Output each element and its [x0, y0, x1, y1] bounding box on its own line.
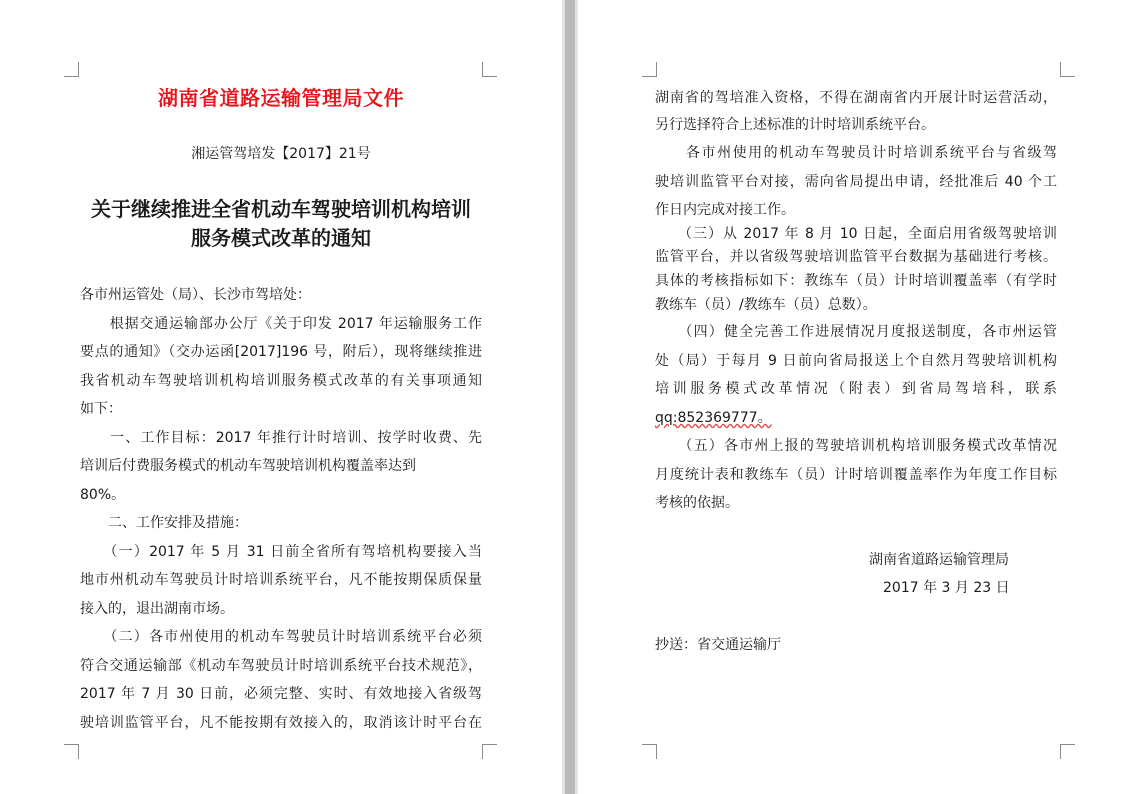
notice-title-line-2: 服务模式改革的通知 — [191, 226, 371, 250]
body-line: 各市州使用的机动车驾驶员计时培训系统平台与省级驾 — [655, 145, 1057, 161]
body-line: （五）各市州上报的驾驶培训机构培训服务模式改革情况 — [655, 438, 1057, 454]
body-line: 另行选择符合上述标准的计时培训系统平台。 — [655, 117, 935, 133]
document-number: 湘运管驾培发【2017】21号 — [191, 146, 371, 162]
body-line: （四）健全完善工作进展情况月度报送制度，各市州运管 — [655, 324, 1057, 340]
body-line: 考核的依据。 — [655, 495, 739, 511]
body-line: 二、工作安排及措施： — [80, 515, 248, 531]
body-line: 驶培训监管平台对接，需向省局提出申请，经批准后 40 个工 — [655, 174, 1057, 190]
margin-corner-top-right — [482, 62, 497, 77]
document-header-title: 湖南省道路运输管理局文件 — [158, 86, 404, 110]
notice-title-line-1: 关于继续推进全省机动车驾驶培训机构培训 — [91, 197, 471, 221]
body-line: 作日内完成对接工作。 — [655, 202, 795, 218]
margin-corner-top-left — [64, 62, 79, 77]
margin-corner-top-left — [642, 62, 657, 77]
margin-corner-bottom-right — [482, 744, 497, 759]
document-page-right — [578, 0, 1137, 794]
margin-corner-bottom-left — [642, 744, 657, 759]
body-line: 我省机动车驾驶培训机构培训服务模式改革的有关事项通知 — [80, 373, 482, 389]
signature-organization: 湖南省道路运输管理局 — [869, 552, 1009, 568]
page-gutter — [562, 0, 578, 794]
body-line: （一）2017 年 5 月 31 日前全省所有驾培机构要接入当 — [80, 544, 482, 560]
body-line: 80%。 — [80, 487, 126, 503]
body-line: 湖南省的驾培准入资格，不得在湖南省内开展计时运营活动， — [655, 90, 1057, 106]
signature-date: 2017 年 3 月 23 日 — [883, 580, 1010, 596]
body-line: （二）各市州使用的机动车驾驶员计时培训系统平台必须 — [80, 629, 482, 645]
body-line: 月度统计表和教练车（员）计时培训覆盖率作为年度工作目标 — [655, 467, 1057, 483]
body-line: 如下： — [80, 401, 122, 417]
body-line: 处（局）于每月 9 日前向省局报送上个自然月驾驶培训机构 — [655, 353, 1057, 369]
salutation: 各市州运管处（局）、长沙市驾培处： — [80, 287, 311, 303]
body-line: 一、工作目标：2017 年推行计时培训、按学时收费、先 — [80, 430, 482, 446]
body-line: 地市州机动车驾驶员计时培训系统平台，凡不能按期保质保量 — [80, 572, 482, 588]
body-line: 符合交通运输部《机动车驾驶员计时培训系统平台技术规范》， — [80, 658, 482, 674]
margin-corner-bottom-right — [1060, 744, 1075, 759]
cc-line: 抄送：省交通运输厅 — [655, 637, 781, 653]
body-line: 要点的通知》（交办运函[2017]196 号，附后），现将继续推进 — [80, 344, 482, 360]
body-line: 教练车（员）/教练车（员）总数）。 — [655, 297, 877, 313]
body-line: （三）从 2017 年 8 月 10 日起，全面启用省级驾驶培训 — [655, 226, 1057, 242]
qq-number: qq:852369777。 — [655, 410, 772, 426]
body-line: 监管平台，并以省级驾驶培训监管平台数据为基础进行考核。 — [655, 249, 1057, 265]
document-page-left — [0, 0, 562, 794]
body-line: 驶培训监管平台，凡不能按期有效接入的，取消该计时平台在 — [80, 715, 482, 731]
contact-qq-line — [655, 408, 1057, 428]
body-line: 培训后付费服务模式的机动车驾驶培训机构覆盖率达到 — [80, 458, 416, 474]
margin-corner-bottom-left — [64, 744, 79, 759]
body-line: 2017 年 7 月 30 日前，必须完整、实时、有效地接入省级驾 — [80, 686, 482, 702]
margin-corner-top-right — [1060, 62, 1075, 77]
body-line: 培训服务模式改革情况（附表）到省局驾培科，联系 — [655, 381, 1057, 397]
body-line: 接入的，退出湖南市场。 — [80, 601, 234, 617]
body-line: 具体的考核指标如下：教练车（员）计时培训覆盖率（有学时 — [655, 273, 1057, 289]
body-line: 根据交通运输部办公厅《关于印发 2017 年运输服务工作 — [80, 316, 482, 332]
